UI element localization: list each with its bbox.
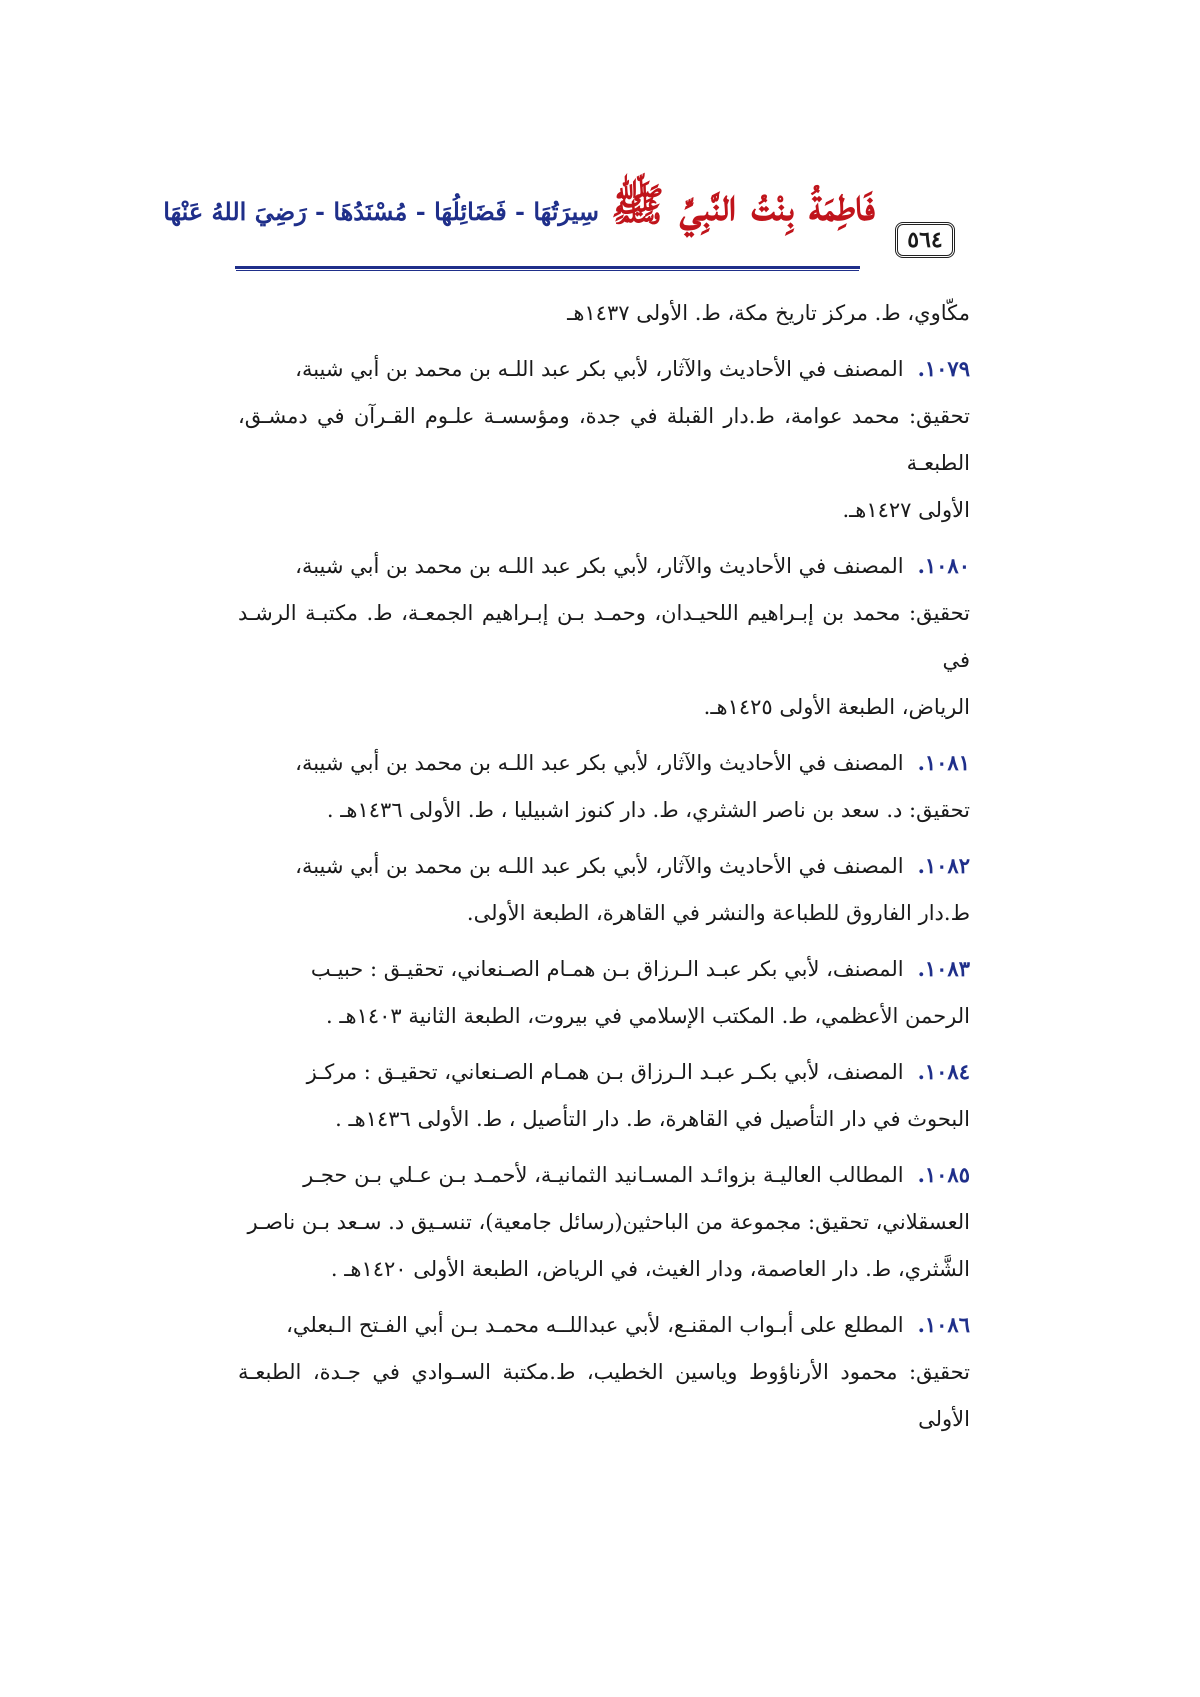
- entry-1086: [238, 1301, 970, 1349]
- entry-text: المصنف في الأحاديث والآثار، لأبي بكر عبد اللـه بن محمد بن أبي شيبة،: [295, 554, 904, 578]
- entry-1084: [238, 1048, 970, 1096]
- entry-text: المصنف في الأحاديث والآثار، لأبي بكر عبد اللـه بن محمد بن أبي شيبة،: [295, 751, 904, 775]
- entry-text-line: العسقلاني، تحقيق: مجموعة من الباحثين(رسائل جامعية)، تنسـيق د. سـعد بـن ناصـر: [247, 1210, 970, 1234]
- entry-number: ١٠٨٥.: [917, 1162, 970, 1187]
- entry-text: المصنف، لأبي بكر عبـد الـرزاق بـن همـام الصـنعاني، تحقيـق : حبيـب: [310, 957, 904, 981]
- bibliography-content: [238, 290, 970, 1443]
- entry-1079: [238, 345, 970, 393]
- entry-number: ١٠٨٢.: [917, 853, 970, 878]
- entry-number: ١٠٨٣.: [917, 956, 970, 981]
- entry-number: ١٠٨١.: [917, 750, 970, 775]
- book-title: [163, 178, 875, 258]
- entry-number: ١٠٨٤.: [917, 1059, 970, 1084]
- intro-line: مكّاوي، ط. مركز تاريخ مكة، ط. الأولى ١٤٣٧هـ: [567, 301, 970, 325]
- entry-1081: [238, 739, 970, 787]
- entry-text: المطالب العاليـة بزوائـد المسـانيد الثمانيـة، لأحمـد بـن عـلي بـن حجـر: [303, 1163, 904, 1187]
- entry-text-line: ط.دار الفاروق للطباعة والنشر في القاهرة، الطبعة الأولى.: [466, 901, 970, 925]
- entry-text: المطلع على أبـواب المقنـع، لأبي عبداللــه محمـد بـن أبي الفـتح الـبعلي،: [286, 1313, 904, 1337]
- entry-1085: [238, 1151, 970, 1199]
- entry-text: المصنف في الأحاديث والآثار، لأبي بكر عبد اللـه بن محمد بن أبي شيبة،: [295, 357, 904, 381]
- entry-1082: [238, 842, 970, 890]
- entry-text: المصنف في الأحاديث والآثار، لأبي بكر عبد اللـه بن محمد بن أبي شيبة،: [295, 854, 904, 878]
- entry-1080: [238, 542, 970, 590]
- entry-text-line: البحوث في دار التأصيل في القاهرة، ط. دار التأصيل ، ط. الأولى ١٤٣٦هـ .: [335, 1107, 970, 1131]
- entry-1083: [238, 945, 970, 993]
- entry-text-line: الرحمن الأعظمي، ط. المكتب الإسلامي في بيروت، الطبعة الثانية ١٤٠٣هـ .: [325, 1004, 970, 1028]
- book-title-subtitle: سِيرَتُهَا - فَضَائِلُهَا - مُسْنَدُهَا - رَضِيَ اللهُ عَنْهَا: [163, 197, 599, 226]
- entry-text-line: الأولى ١٤٢٧هـ.: [842, 498, 970, 522]
- header-divider: [235, 266, 860, 269]
- entry-text-line: تحقيق: محمد عوامة، ط.دار القبلة في جدة، ومؤسسـة علـوم القـرآن في دمشـق، الطبعـة: [238, 404, 970, 475]
- page-number: ٥٦٤: [895, 222, 955, 258]
- entry-text-line: تحقيق: محمود الأرناؤوط وياسين الخطيب، ط.مكتبة السـوادي في جـدة، الطبعـة الأولى: [238, 1360, 970, 1431]
- page-header: [163, 170, 955, 270]
- entry-number: ١٠٨٠.: [917, 553, 970, 578]
- book-title-main: فَاطِمَةُ بِنْتُ النَّبِيِّ ﷺ: [611, 180, 875, 231]
- entry-text-line: تحقيق: محمد بن إبـراهيم اللحيـدان، وحمـد بـن إبـراهيم الجمعـة، ط. مكتبـة الرشـد في: [238, 601, 970, 672]
- entry-text-line: الرياض، الطبعة الأولى ١٤٢٥هـ.: [703, 695, 970, 719]
- entry-number: ١٠٨٦.: [917, 1312, 970, 1337]
- entry-text-line: الشَّثري، ط. دار العاصمة، ودار الغيث، في الرياض، الطبعة الأولى ١٤٢٠هـ .: [330, 1257, 970, 1281]
- entry-text-line: تحقيق: د. سعد بن ناصر الشثري، ط. دار كنوز اشبيليا ، ط. الأولى ١٤٣٦هـ .: [326, 798, 970, 822]
- entry-number: ١٠٧٩.: [917, 356, 970, 381]
- entry-text: المصنف، لأبي بكـر عبـد الـرزاق بـن همـام الصـنعاني، تحقيـق : مركـز: [306, 1060, 904, 1084]
